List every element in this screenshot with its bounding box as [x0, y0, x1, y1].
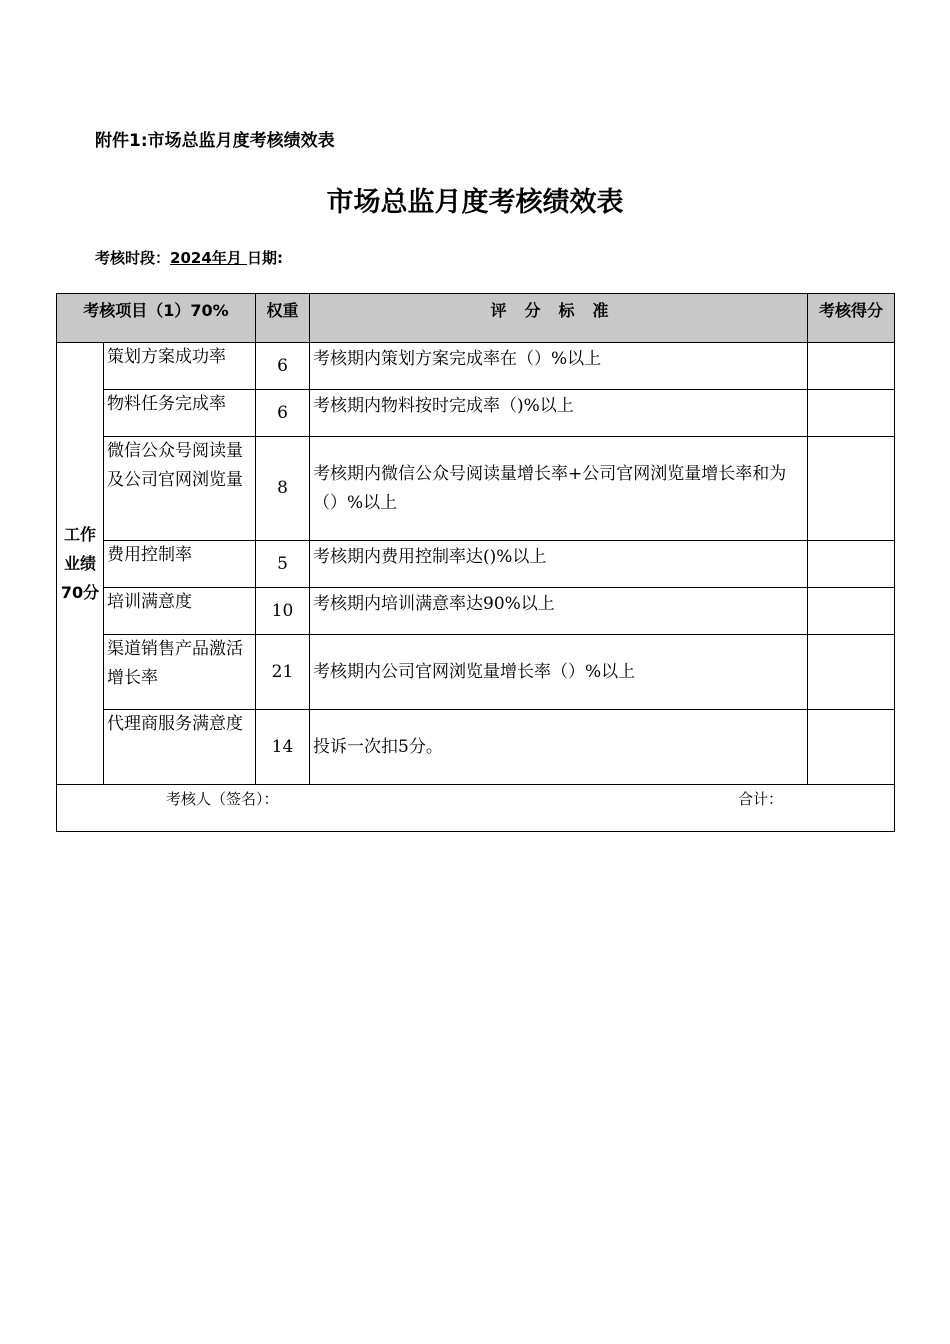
assessment-period [95, 247, 283, 268]
total-label: 合计： [738, 790, 784, 808]
header-weight: 权重 [256, 294, 310, 343]
attachment-title: 附件1:市场总监月度考核绩效表 [95, 131, 335, 151]
category-line1: 工作 [63, 525, 96, 544]
footer-cell [57, 785, 895, 832]
table-row [57, 635, 895, 710]
item-weight: 8 [256, 437, 310, 541]
header-score: 考核得分 [808, 294, 895, 343]
table-row [57, 710, 895, 785]
table-row [57, 343, 895, 390]
page-title: 市场总监月度考核绩效表 [326, 187, 624, 218]
item-weight: 14 [256, 710, 310, 785]
item-weight: 21 [256, 635, 310, 710]
signer-label: 考核人（签名）： [166, 790, 279, 808]
header-standard: 评分标准 [310, 294, 808, 343]
header-item: 考核项目（1）70% [57, 294, 256, 343]
item-name: 培训满意度 [104, 588, 256, 635]
table-footer-row [57, 785, 895, 832]
item-score[interactable] [808, 437, 895, 541]
table-row [57, 588, 895, 635]
date-label: 日期: [247, 249, 283, 267]
item-name: 策划方案成功率 [104, 343, 256, 390]
item-score[interactable] [808, 588, 895, 635]
item-weight: 6 [256, 390, 310, 437]
period-label: 考核时段： [95, 249, 171, 267]
item-score[interactable] [808, 343, 895, 390]
category-line2: 业绩 [63, 554, 96, 573]
item-name: 渠道销售产品激活增长率 [104, 635, 256, 710]
table-row [57, 390, 895, 437]
category-line3: 70分 [60, 583, 100, 602]
item-standard: 投诉一次扣5分。 [310, 710, 808, 785]
item-standard: 考核期内物料按时完成率（)%以上 [310, 390, 808, 437]
table-row [57, 437, 895, 541]
item-weight: 10 [256, 588, 310, 635]
item-standard: 考核期内培训满意率达90%以上 [310, 588, 808, 635]
item-name: 物料任务完成率 [104, 390, 256, 437]
item-standard: 考核期内公司官网浏览量增长率（）%以上 [310, 635, 808, 710]
item-standard: 考核期内策划方案完成率在（）%以上 [310, 343, 808, 390]
table-row [57, 541, 895, 588]
item-name: 微信公众号阅读量及公司官网浏览量 [104, 437, 256, 541]
item-score[interactable] [808, 635, 895, 710]
item-name: 代理商服务满意度 [104, 710, 256, 785]
table-header-row [57, 294, 895, 343]
kpi-table [56, 293, 895, 832]
item-standard: 考核期内微信公众号阅读量增长率+公司官网浏览量增长率和为（）%以上 [310, 437, 808, 541]
item-name: 费用控制率 [104, 541, 256, 588]
item-weight: 5 [256, 541, 310, 588]
item-score[interactable] [808, 710, 895, 785]
category-cell [57, 343, 104, 785]
item-standard: 考核期内费用控制率达()%以上 [310, 541, 808, 588]
item-score[interactable] [808, 541, 895, 588]
item-score[interactable] [808, 390, 895, 437]
item-weight: 6 [256, 343, 310, 390]
period-value: 2024年月 [170, 249, 247, 267]
